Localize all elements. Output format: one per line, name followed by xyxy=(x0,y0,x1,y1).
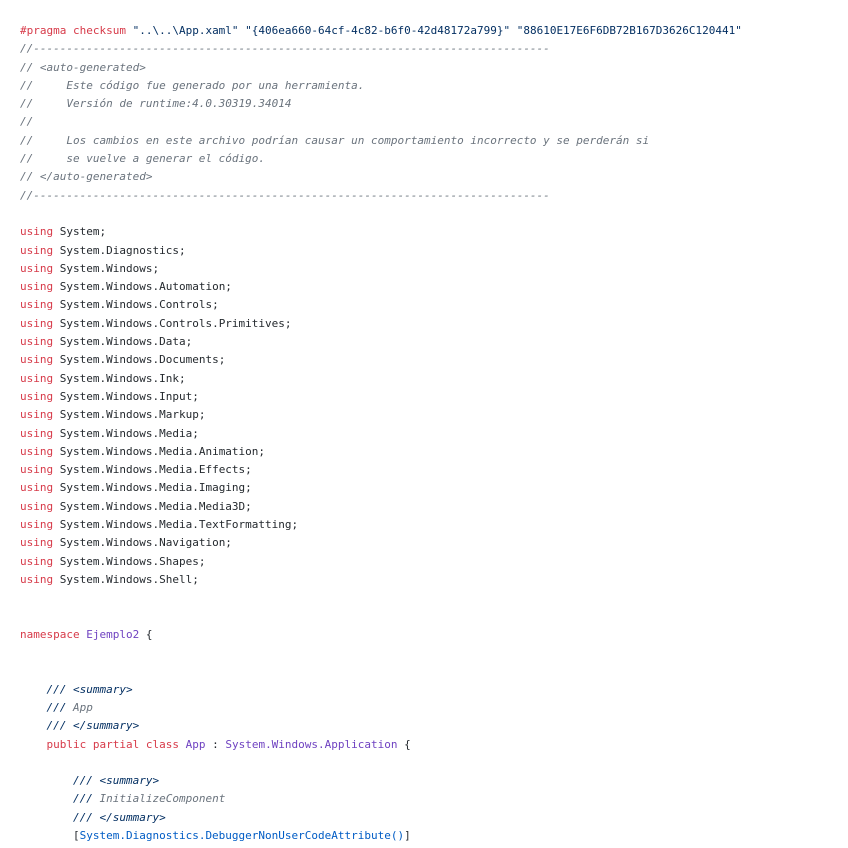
code-token: using xyxy=(20,499,54,513)
code-line xyxy=(20,77,848,95)
code-token: namespace xyxy=(20,627,80,641)
code-line xyxy=(20,589,848,607)
code-token: // xyxy=(20,115,34,129)
code-line xyxy=(20,553,848,571)
code-token: public partial class xyxy=(46,737,179,751)
code-line xyxy=(20,351,848,369)
code-line xyxy=(20,278,848,296)
code-line xyxy=(20,406,848,424)
code-token: using xyxy=(20,536,54,550)
code-token: using xyxy=(20,389,54,403)
code-token: // Los cambios en este archivo podrían causar un comportamiento incorrecto y se perderán si xyxy=(20,133,650,147)
code-line xyxy=(20,827,848,845)
code-line xyxy=(20,479,848,497)
code-line xyxy=(20,315,848,333)
code-token: using xyxy=(20,371,54,385)
code-token: // se vuelve a generar el código. xyxy=(20,152,266,166)
code-token: using xyxy=(20,463,54,477)
code-token: using xyxy=(20,518,54,532)
code-line xyxy=(20,223,848,241)
code-line xyxy=(20,59,848,77)
code-line xyxy=(20,790,848,808)
code-line xyxy=(20,260,848,278)
code-token: // </auto-generated> xyxy=(20,170,153,184)
code-token: // Versión de runtime:4.0.30319.34014 xyxy=(20,97,292,111)
code-token: System.Windows.Media.TextFormatting; xyxy=(53,518,299,532)
code-token: System; xyxy=(53,225,107,239)
code-line xyxy=(20,681,848,699)
code-token: System.Windows.Markup; xyxy=(53,408,206,422)
code-token: ] xyxy=(404,829,411,843)
code-token: System.Windows.Data; xyxy=(53,335,193,349)
code-token: /// xyxy=(46,700,67,714)
code-line xyxy=(20,388,848,406)
code-token: using xyxy=(20,408,54,422)
code-line xyxy=(20,425,848,443)
code-token: using xyxy=(20,261,54,275)
code-line xyxy=(20,809,848,827)
code-line xyxy=(20,242,848,260)
code-line xyxy=(20,461,848,479)
code-token: System.Windows.Media.Imaging; xyxy=(53,481,252,495)
code-token: System.Windows.Shell; xyxy=(53,572,199,586)
code-token: System.Windows.Automation; xyxy=(53,280,232,294)
code-token: //------------------------------------------------------------------------------ xyxy=(20,188,550,202)
code-token: /// <summary> xyxy=(72,774,160,788)
code-line xyxy=(20,772,848,790)
code-token xyxy=(20,811,73,824)
code-line xyxy=(20,626,848,644)
code-line xyxy=(20,498,848,516)
code-token: using xyxy=(20,298,54,312)
code-line xyxy=(20,22,848,40)
code-line xyxy=(20,644,848,662)
code-line xyxy=(20,443,848,461)
code-token: using xyxy=(20,335,54,349)
code-line xyxy=(20,608,848,626)
code-token: using xyxy=(20,426,54,440)
code-line xyxy=(20,333,848,351)
code-line xyxy=(20,205,848,223)
code-line xyxy=(20,699,848,717)
code-token: System.Windows.Navigation; xyxy=(53,536,232,550)
code-line xyxy=(20,370,848,388)
code-token xyxy=(20,719,47,732)
code-token: /// </summary> xyxy=(72,810,166,824)
code-token: System.Diagnostics.DebuggerNonUserCodeAttribute() xyxy=(79,829,405,843)
code-line xyxy=(20,150,848,168)
code-line xyxy=(20,40,848,58)
code-line xyxy=(20,754,848,772)
code-token: System.Windows.Input; xyxy=(53,389,199,403)
code-line xyxy=(20,736,848,754)
code-line xyxy=(20,717,848,735)
code-token: // Este código fue generado por una herramienta. xyxy=(20,78,365,92)
code-token: using xyxy=(20,316,54,330)
code-token: [ xyxy=(20,829,80,843)
code-token: #pragma checksum xyxy=(20,24,133,37)
code-token xyxy=(20,774,73,787)
code-token: : xyxy=(205,737,226,751)
code-token: System.Windows.Media; xyxy=(53,426,199,440)
code-token: using xyxy=(20,572,54,586)
code-token: using xyxy=(20,353,54,367)
code-token xyxy=(20,738,47,751)
code-line xyxy=(20,95,848,113)
code-token: System.Windows.Documents; xyxy=(53,353,226,367)
code-line xyxy=(20,168,848,186)
code-token: System.Windows.Controls.Primitives; xyxy=(53,316,292,330)
code-token: System.Windows.Shapes; xyxy=(53,554,206,568)
code-token: using xyxy=(20,481,54,495)
code-token: using xyxy=(20,225,54,239)
code-token: { xyxy=(139,627,153,641)
code-token: System.Windows.Media.Effects; xyxy=(53,463,252,477)
code-line xyxy=(20,534,848,552)
code-token: { xyxy=(397,737,411,751)
code-token xyxy=(20,792,73,805)
code-line xyxy=(20,571,848,589)
code-token: Ejemplo2 xyxy=(86,627,140,641)
code-token: using xyxy=(20,554,54,568)
code-line xyxy=(20,296,848,314)
code-token: System.Windows.Ink; xyxy=(53,371,186,385)
code-token: System.Windows.Controls; xyxy=(53,298,219,312)
code-token xyxy=(179,738,186,751)
code-token: System.Windows.Media.Animation; xyxy=(53,444,266,458)
code-token: using xyxy=(20,280,54,294)
code-token: System.Diagnostics; xyxy=(53,243,186,257)
code-token xyxy=(20,683,47,696)
code-line xyxy=(20,113,848,131)
code-line xyxy=(20,662,848,680)
code-token: using xyxy=(20,444,54,458)
code-line xyxy=(20,516,848,534)
code-token: App xyxy=(185,737,206,751)
code-token xyxy=(20,701,47,714)
code-line xyxy=(20,132,848,150)
code-token: InitializeComponent xyxy=(92,792,226,806)
code-token: /// </summary> xyxy=(46,719,140,733)
code-token: System.Windows.Media.Media3D; xyxy=(53,499,252,513)
code-token: System.Windows; xyxy=(53,261,160,275)
code-token: using xyxy=(20,243,54,257)
code-token: App xyxy=(66,700,93,714)
code-token: System.Windows.Application xyxy=(225,737,398,751)
code-line xyxy=(20,187,848,205)
code-token: /// <summary> xyxy=(46,682,133,696)
code-token: "..\..\App.xaml" "{406ea660-64cf-4c82-b6f0-42d48172a799}" "88610E17E6F6DB72B167D3626C120441" xyxy=(132,24,742,37)
code-token: // <auto-generated> xyxy=(20,60,146,74)
code-token: //------------------------------------------------------------------------------ xyxy=(20,42,550,56)
code-token: /// xyxy=(72,792,93,806)
